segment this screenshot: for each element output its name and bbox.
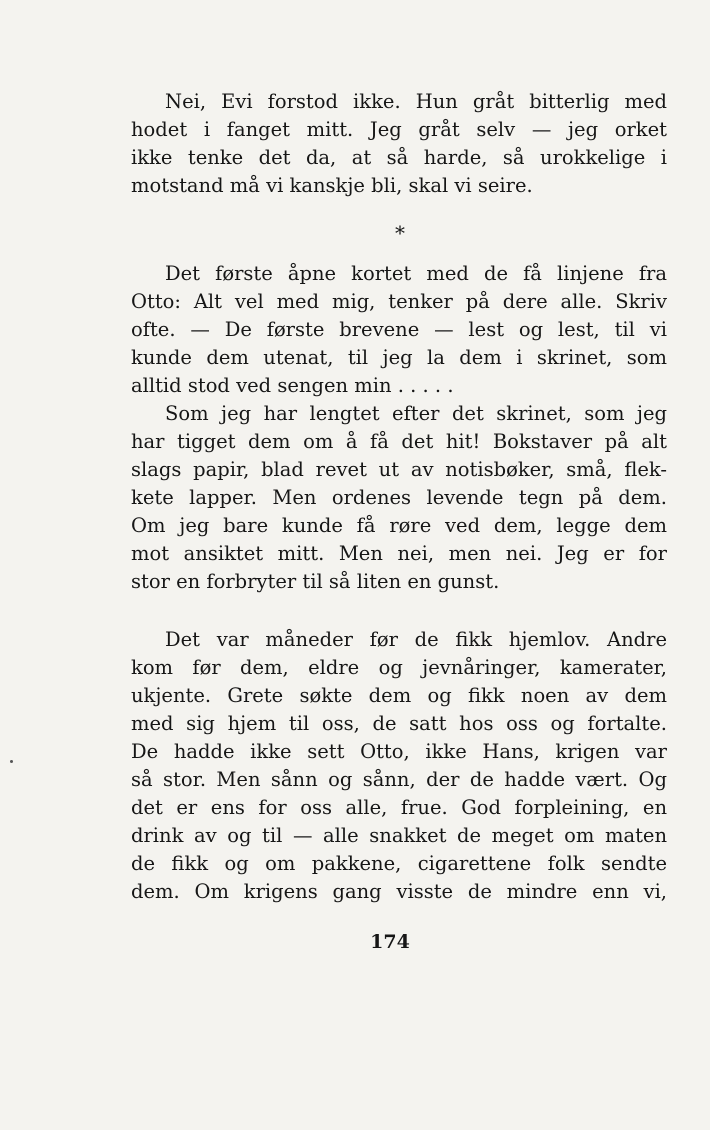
text-line: hodet i fanget mitt. Jeg gråt selv — jeg orket bbox=[131, 118, 667, 141]
text-line: Som jeg har lengtet efter det skrinet, som jeg bbox=[165, 402, 667, 425]
text-line: stor en forbryter til så liten en gunst. bbox=[131, 570, 500, 593]
text-line: ukjente. Grete søkte dem og fikk noen av dem bbox=[131, 684, 667, 707]
text-line: dem. Om krigens gang visste de mindre enn vi, bbox=[131, 880, 667, 903]
text-line: De hadde ikke sett Otto, ikke Hans, krigen var bbox=[131, 740, 667, 763]
text-line: mot ansiktet mitt. Men nei, men nei. Jeg er for bbox=[131, 542, 667, 565]
text-line: kom før dem, eldre og jevnåringer, kamerater, bbox=[131, 656, 667, 679]
text-line: kunde dem utenat, til jeg la dem i skrinet, som bbox=[131, 346, 667, 369]
text-line: Det første åpne kortet med de få linjene fra bbox=[165, 262, 667, 285]
page-number: 174 bbox=[370, 931, 410, 953]
text-line: alltid stod ved sengen min . . . . . bbox=[131, 374, 454, 397]
text-line: de fikk og om pakkene, cigarettene folk sendte bbox=[131, 852, 667, 875]
text-line: slags papir, blad revet ut av notisbøker, små, flek- bbox=[131, 458, 667, 481]
section-separator: * bbox=[395, 221, 405, 245]
text-line: med sig hjem til oss, de satt hos oss og fortalte. bbox=[131, 712, 667, 735]
text-line: motstand må vi kanskje bli, skal vi seire. bbox=[131, 174, 533, 197]
scan-speck bbox=[10, 760, 13, 763]
text-line: drink av og til — alle snakket de meget om maten bbox=[131, 824, 667, 847]
text-line: så stor. Men sånn og sånn, der de hadde vært. Og bbox=[131, 768, 667, 791]
text-line: Otto: Alt vel med mig, tenker på dere alle. Skriv bbox=[131, 290, 667, 313]
text-line: ofte. — De første brevene — lest og lest, til vi bbox=[131, 318, 667, 341]
text-line: kete lapper. Men ordenes levende tegn på dem. bbox=[131, 486, 667, 509]
text-line: Det var måneder før de fikk hjemlov. Andre bbox=[165, 628, 667, 651]
text-line: ikke tenke det da, at så harde, så urokkelige i bbox=[131, 146, 667, 169]
text-line: Om jeg bare kunde få røre ved dem, legge dem bbox=[131, 514, 667, 537]
text-line: det er ens for oss alle, frue. God forpleining, en bbox=[131, 796, 667, 819]
text-line: Nei, Evi forstod ikke. Hun gråt bitterlig med bbox=[165, 90, 667, 113]
text-line: har tigget dem om å få det hit! Bokstaver på alt bbox=[131, 430, 667, 453]
